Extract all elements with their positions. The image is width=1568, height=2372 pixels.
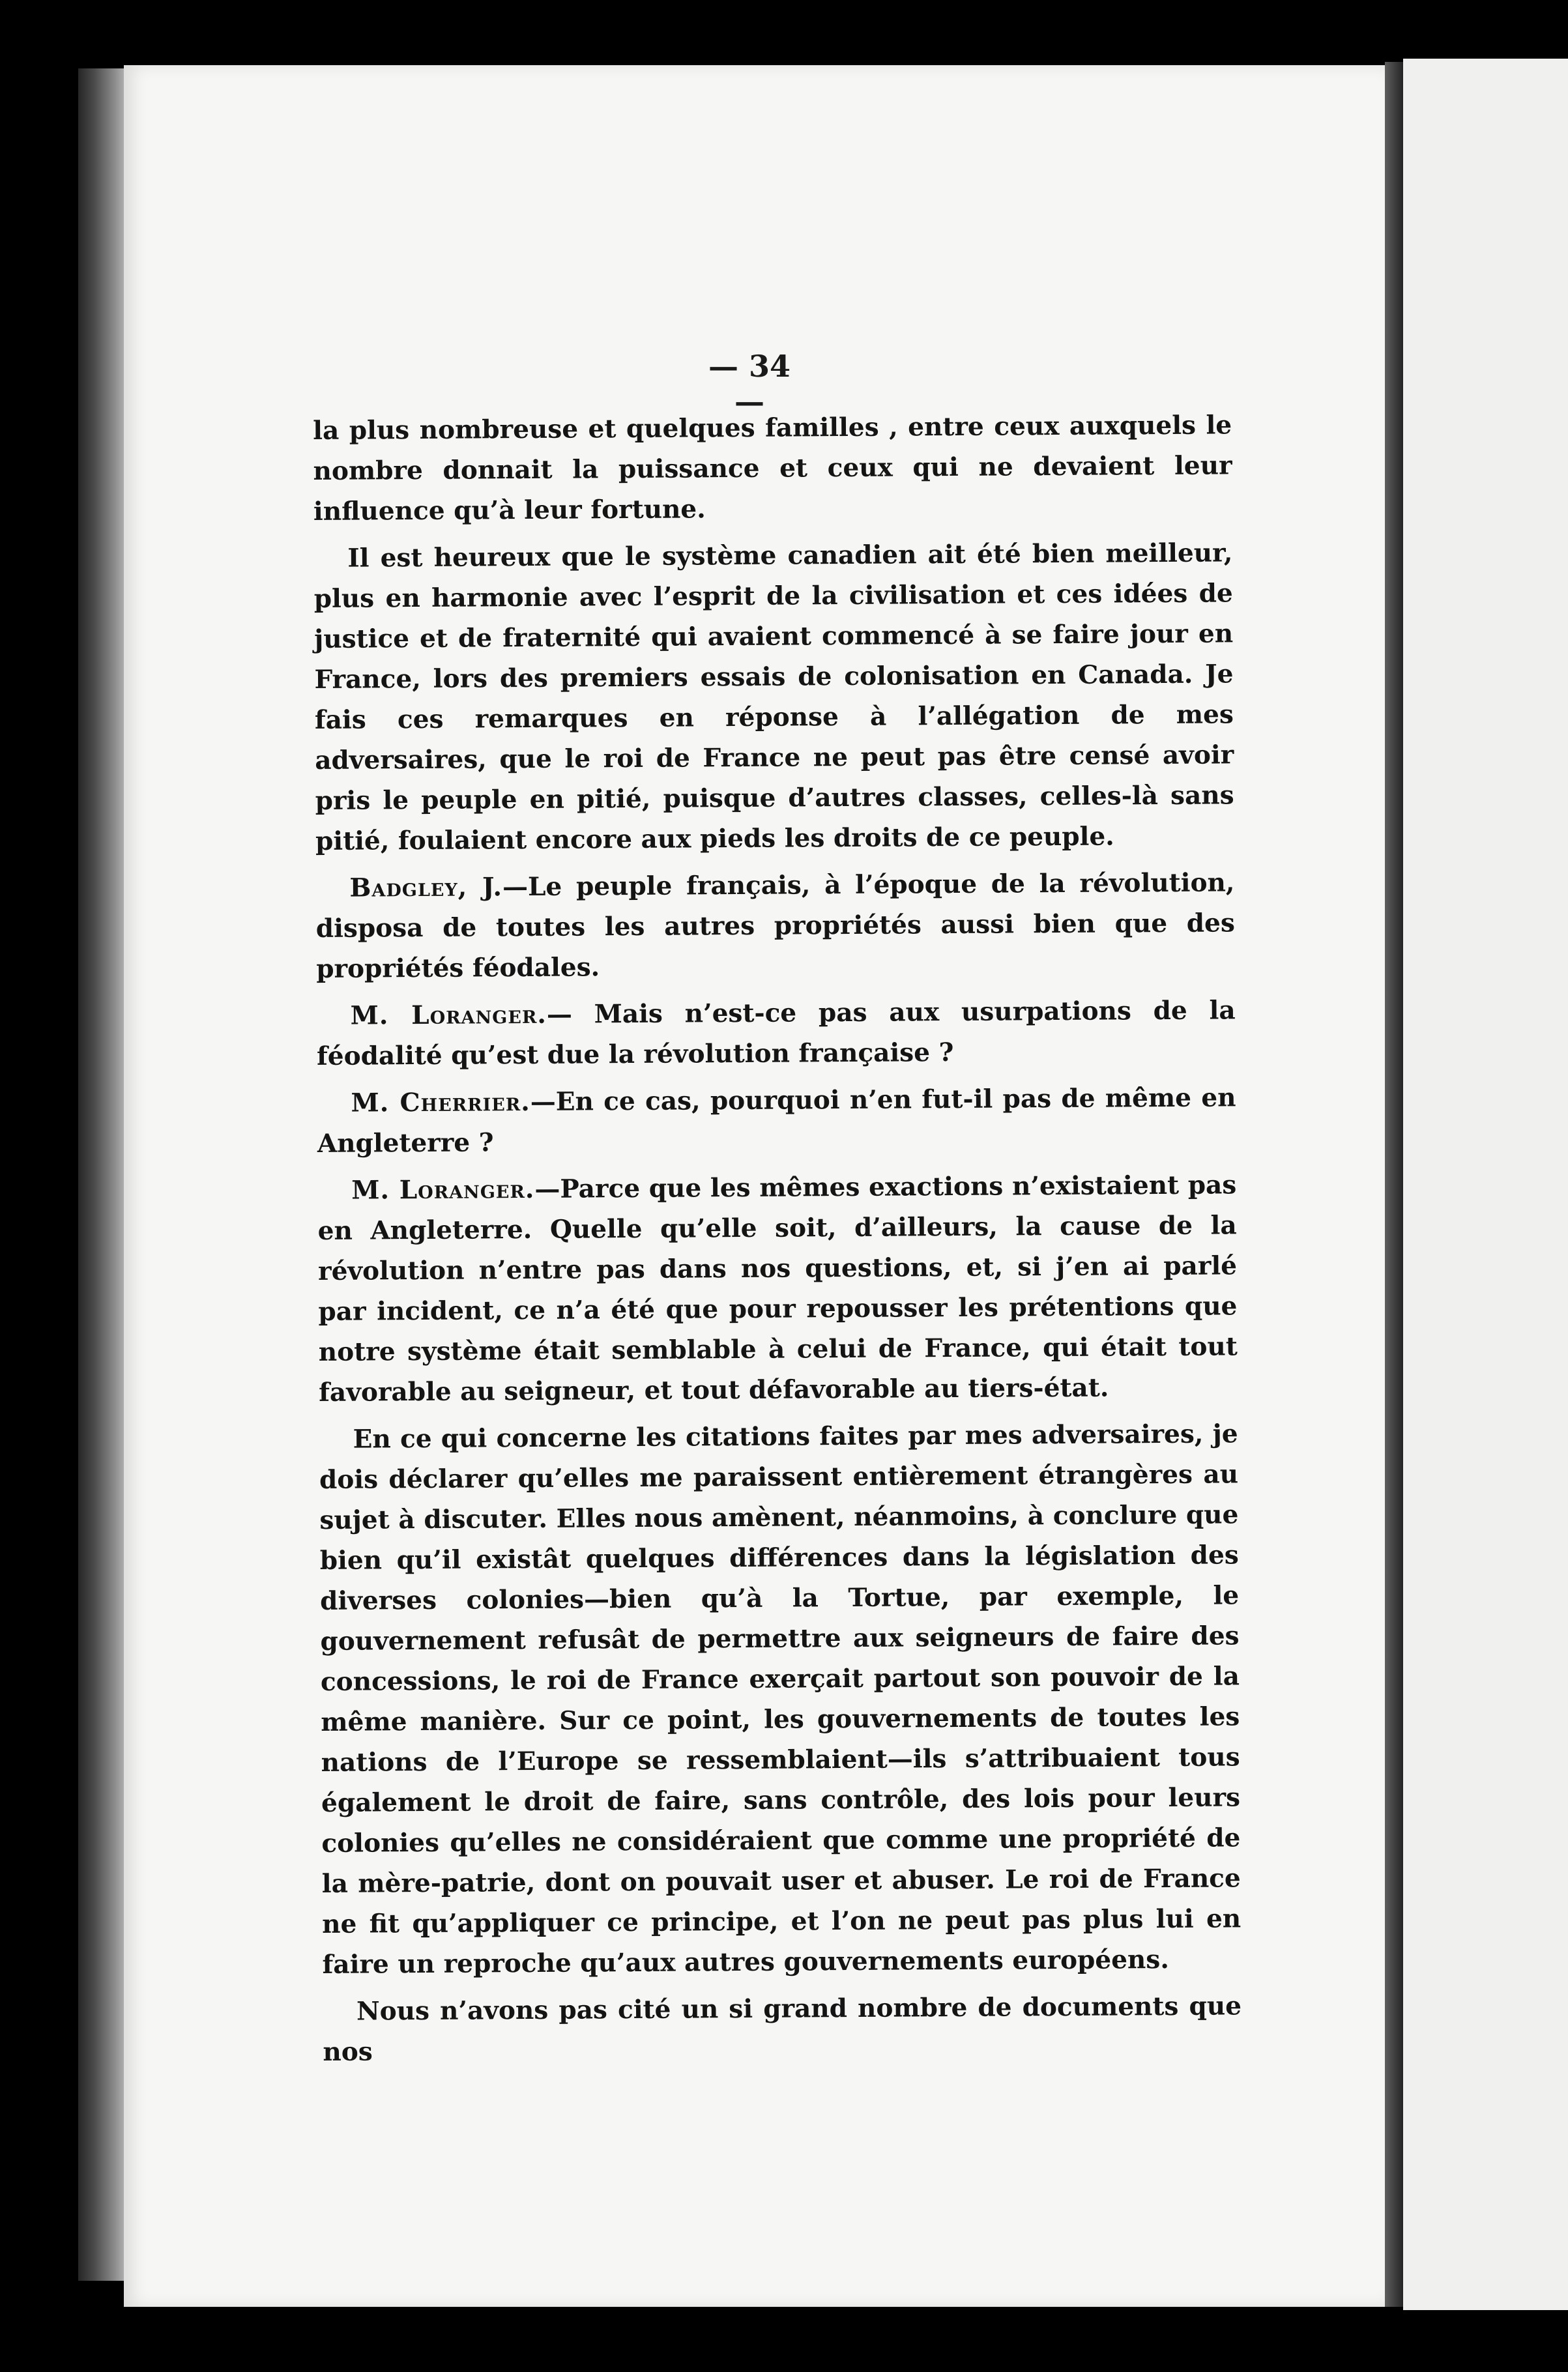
paragraph-text: —En ce cas, pourquoi n’en fut-il pas de même en Angleterre ? xyxy=(317,1082,1236,1159)
speaker-name: M. Loranger. xyxy=(351,1174,535,1206)
facing-page-edge xyxy=(1403,59,1568,2310)
paragraph xyxy=(315,862,1235,989)
page-number: — 34 — xyxy=(708,349,791,419)
paragraph-text: —Le peuple français, à l’époque de la révolution, disposa de toutes les autres propriétés aussi bien que des propriétés féodales. xyxy=(315,867,1235,984)
book-edge xyxy=(78,68,130,2281)
paragraph xyxy=(313,405,1232,532)
speaker-name: M. Loranger. xyxy=(350,999,547,1031)
paragraph-text: Nous n’avons pas cité un si grand nombre de documents que nos xyxy=(323,1991,1242,2067)
paragraph xyxy=(317,1164,1238,1413)
paragraph-text: —Parce que les mêmes exactions n’existaient pas en Angleterre. Quelle qu’elle soit, d’ailleurs, la cause de la révolution n’entre pas dans nos questions, et, si j’en ai parlé par incident, ce n’a été que pour repousser les prétentions que notre système était semblable à celui de France, qui était tout favorable au seigneur, et tout défavorable au tiers-état. xyxy=(317,1170,1238,1408)
paragraph xyxy=(323,1986,1242,2072)
speaker-name: Badgley, J. xyxy=(349,872,503,903)
paragraph-text: Il est heureux que le système canadien ait été bien meilleur, plus en harmonie avec l’esprit de la civilisation et ces idées de justice et de fraternité qui avaient commencé à se faire jour en France, lors des premiers essais de colonisation en Canada. Je fais ces remarques en réponse à l’allégation de mes adversaires, que le roi de France ne peut pas être censé avoir pris le peuple en pitié, puisque d’autres classes, celles-là sans pitié, foulaient encore aux pieds les droits de ce peuple. xyxy=(313,538,1234,856)
paragraph xyxy=(316,990,1236,1077)
paragraph xyxy=(319,1413,1241,1985)
paragraph-text: En ce qui concerne les citations faites par mes adversaires, je dois déclarer qu’elles me paraissent entièrement étrangères au sujet à discuter. Elles nous amènent, néanmoins, à conclure que bien qu’il existât quelques différences dans la législation des diverses colonies—bien qu’à la Tortue, par exemple, le gouvernement refusât de permettre aux seigneurs de faire des concessions, le roi de France exerçait partout son pouvoir de la même manière. Sur ce point, les gouvernements de toutes les nations de l’Europe se ressemblaient—ils s’attribuaient tous également le droit de faire, sans contrôle, des lois pour leurs colonies qu’elles ne considéraient que comme une propriété de la mère-patrie, dont on pouvait user et abuser. Le roi de France ne fit qu’appliquer ce principe, et l’on ne peut pas plus lui en faire un reproche qu’aux autres gouvernements européens. xyxy=(319,1419,1241,1980)
body-text xyxy=(313,405,1242,2079)
paragraph-text: la plus nombreuse et quelques familles , entre ceux auxquels le nombre donnait la puissance et ceux qui ne devaient leur influence qu’à leur fortune. xyxy=(313,410,1232,527)
paragraph-text: — Mais n’est-ce pas aux usurpations de la féodalité qu’est due la révolution française ? xyxy=(316,995,1236,1071)
speaker-name: M. Cherrier. xyxy=(351,1086,530,1118)
paragraph xyxy=(313,532,1234,861)
book-spine xyxy=(1385,62,1403,2307)
paragraph xyxy=(317,1077,1236,1164)
